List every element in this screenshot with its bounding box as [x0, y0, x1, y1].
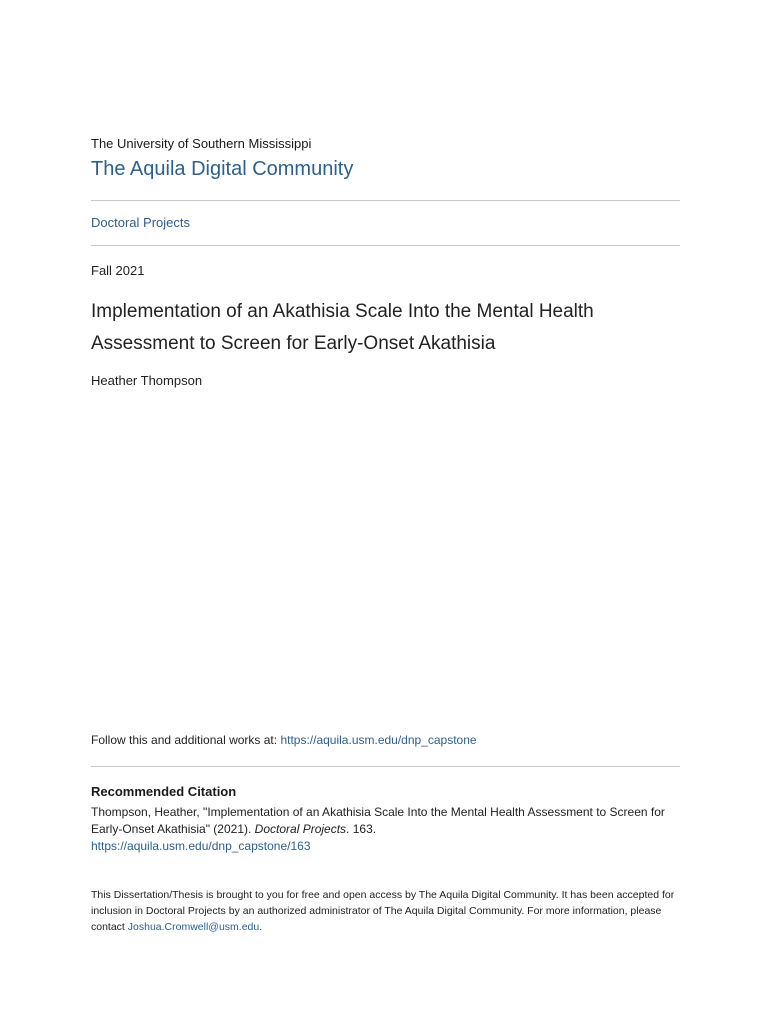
divider [91, 766, 680, 767]
publication-date: Fall 2021 [91, 263, 145, 278]
community-link[interactable]: The Aquila Digital Community [91, 158, 354, 180]
citation-suffix: . 163. [346, 822, 377, 836]
author-name: Heather Thompson [91, 373, 203, 388]
follow-url-link[interactable]: https://aquila.usm.edu/dnp_capstone [280, 733, 477, 747]
divider [91, 200, 680, 201]
document-title: Implementation of an Akathisia Scale Into the Mental Health Assessment to Screen for Early-Onset Akathisia [91, 301, 594, 354]
university-name: The University of Southern Mississippi [91, 136, 312, 151]
citation-url-link[interactable]: https://aquila.usm.edu/dnp_capstone/163 [91, 839, 311, 853]
access-notice-text: This Dissertation/Thesis is brought to you for free and open access by The Aquila Digital Community. It has been accepted for inclusion in Doctoral Projects by an authorized administrator of The Aquila Digital Community. For more information, please contact [91, 889, 675, 933]
citation-body: Thompson, Heather, "Implementation of an Akathisia Scale Into the Mental Health Assessment to Screen for Early-Onset Akathisia" (2021). [91, 805, 665, 836]
citation-journal: Doctoral Projects [254, 822, 347, 836]
citation-text [91, 804, 691, 855]
access-notice-end: . [259, 921, 263, 933]
follow-label: Follow this and additional works at: [91, 733, 281, 747]
access-notice [91, 887, 681, 935]
follow-line [91, 733, 477, 747]
recommended-citation-heading: Recommended Citation [91, 784, 237, 799]
divider [91, 245, 680, 246]
contact-email-link[interactable]: Joshua.Cromwell@usm.edu [127, 921, 260, 933]
series-link[interactable]: Doctoral Projects [91, 215, 190, 230]
